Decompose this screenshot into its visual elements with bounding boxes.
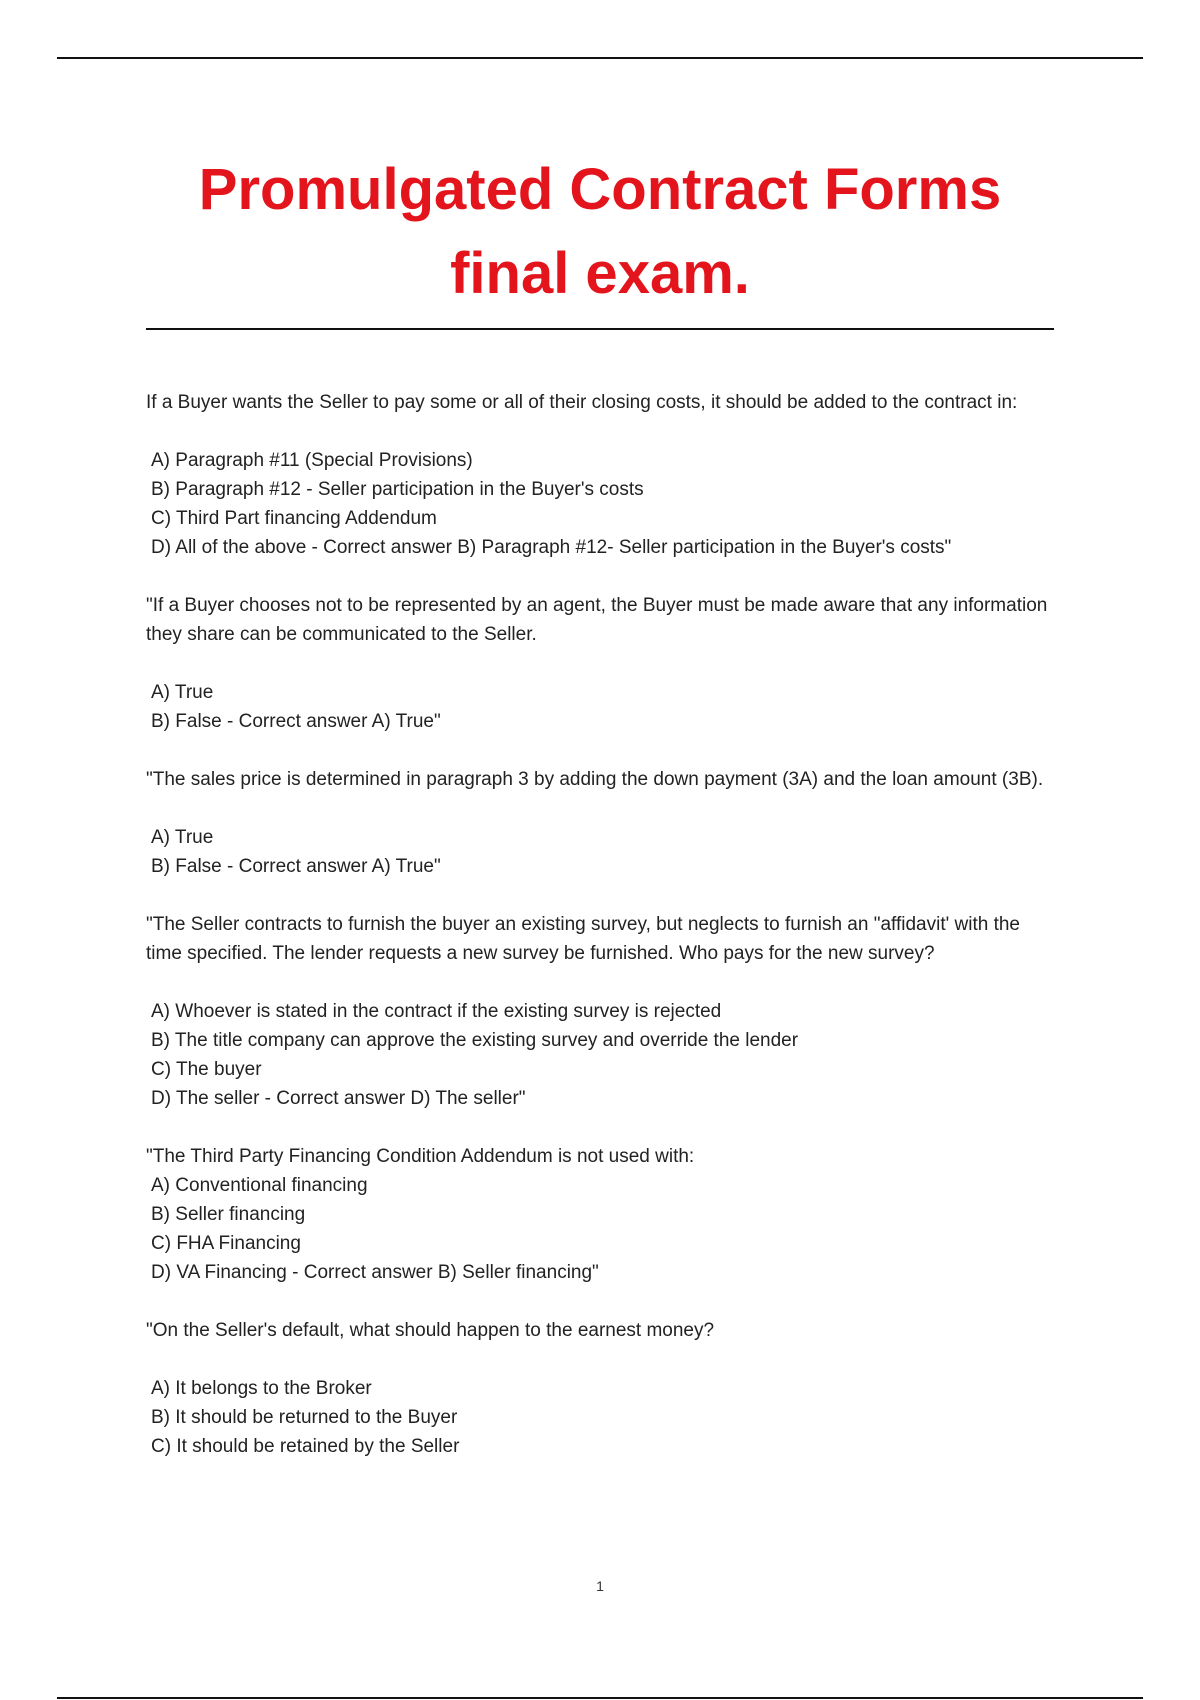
option-list [146,1171,1054,1287]
question-stem: "On the Seller's default, what should happen to the earnest money? [146,1320,715,1341]
question-2 [146,591,1054,736]
title-underline [146,328,1054,330]
page-number: 1 [596,1578,604,1594]
document-title: Promulgated Contract Forms final exam. [198,157,1002,306]
option-list [146,997,1054,1113]
option-list [146,823,1054,881]
option-d: D) The seller - Correct answer D) The seller" [151,1088,526,1109]
option-c: C) FHA Financing [151,1233,301,1254]
option-a: A) True [151,682,214,703]
question-1 [146,388,1054,562]
option-c: C) It should be retained by the Seller [151,1436,460,1457]
option-b: B) False - Correct answer A) True" [151,856,441,877]
page-top-rule [57,57,1143,59]
question-stem: "The Seller contracts to furnish the buyer an existing survey, but neglects to furnish an "affidavit' with the time specified. The lender requests a new survey be furnished. Who pays for the new survey? [146,914,1020,964]
option-d: D) VA Financing - Correct answer B) Seller financing" [151,1262,599,1283]
question-3 [146,765,1054,881]
option-b: B) Seller financing [151,1204,306,1225]
question-5 [146,1142,1054,1287]
option-b: B) Paragraph #12 - Seller participation in the Buyer's costs [151,479,644,500]
option-a: A) It belongs to the Broker [151,1378,372,1399]
question-6 [146,1316,1054,1461]
option-d: D) All of the above - Correct answer B) Paragraph #12- Seller participation in the Buyer's costs" [151,537,952,558]
option-a: A) Paragraph #11 (Special Provisions) [151,450,473,471]
option-list [146,1374,1054,1461]
question-stem: "If a Buyer chooses not to be represented by an agent, the Buyer must be made aware that any information they share can be communicated to the Seller. [146,595,1048,645]
option-c: C) The buyer [151,1059,262,1080]
option-b: B) It should be returned to the Buyer [151,1407,458,1428]
question-stem: "The Third Party Financing Condition Addendum is not used with: [146,1146,695,1167]
option-a: A) True [151,827,214,848]
option-a: A) Whoever is stated in the contract if the existing survey is rejected [151,1001,722,1022]
document-content [146,148,1054,1461]
page-bottom-rule [57,1697,1143,1699]
option-c: C) Third Part financing Addendum [151,508,437,529]
question-stem: "The sales price is determined in paragraph 3 by adding the down payment (3A) and the loan amount (3B). [146,769,1044,790]
question-stem: If a Buyer wants the Seller to pay some or all of their closing costs, it should be added to the contract in: [146,392,1018,413]
question-4 [146,910,1054,1113]
option-list [146,446,1054,562]
option-b: B) False - Correct answer A) True" [151,711,441,732]
option-list [146,678,1054,736]
option-b: B) The title company can approve the existing survey and override the lender [151,1030,799,1051]
option-a: A) Conventional financing [151,1175,368,1196]
question-list [146,388,1054,1461]
